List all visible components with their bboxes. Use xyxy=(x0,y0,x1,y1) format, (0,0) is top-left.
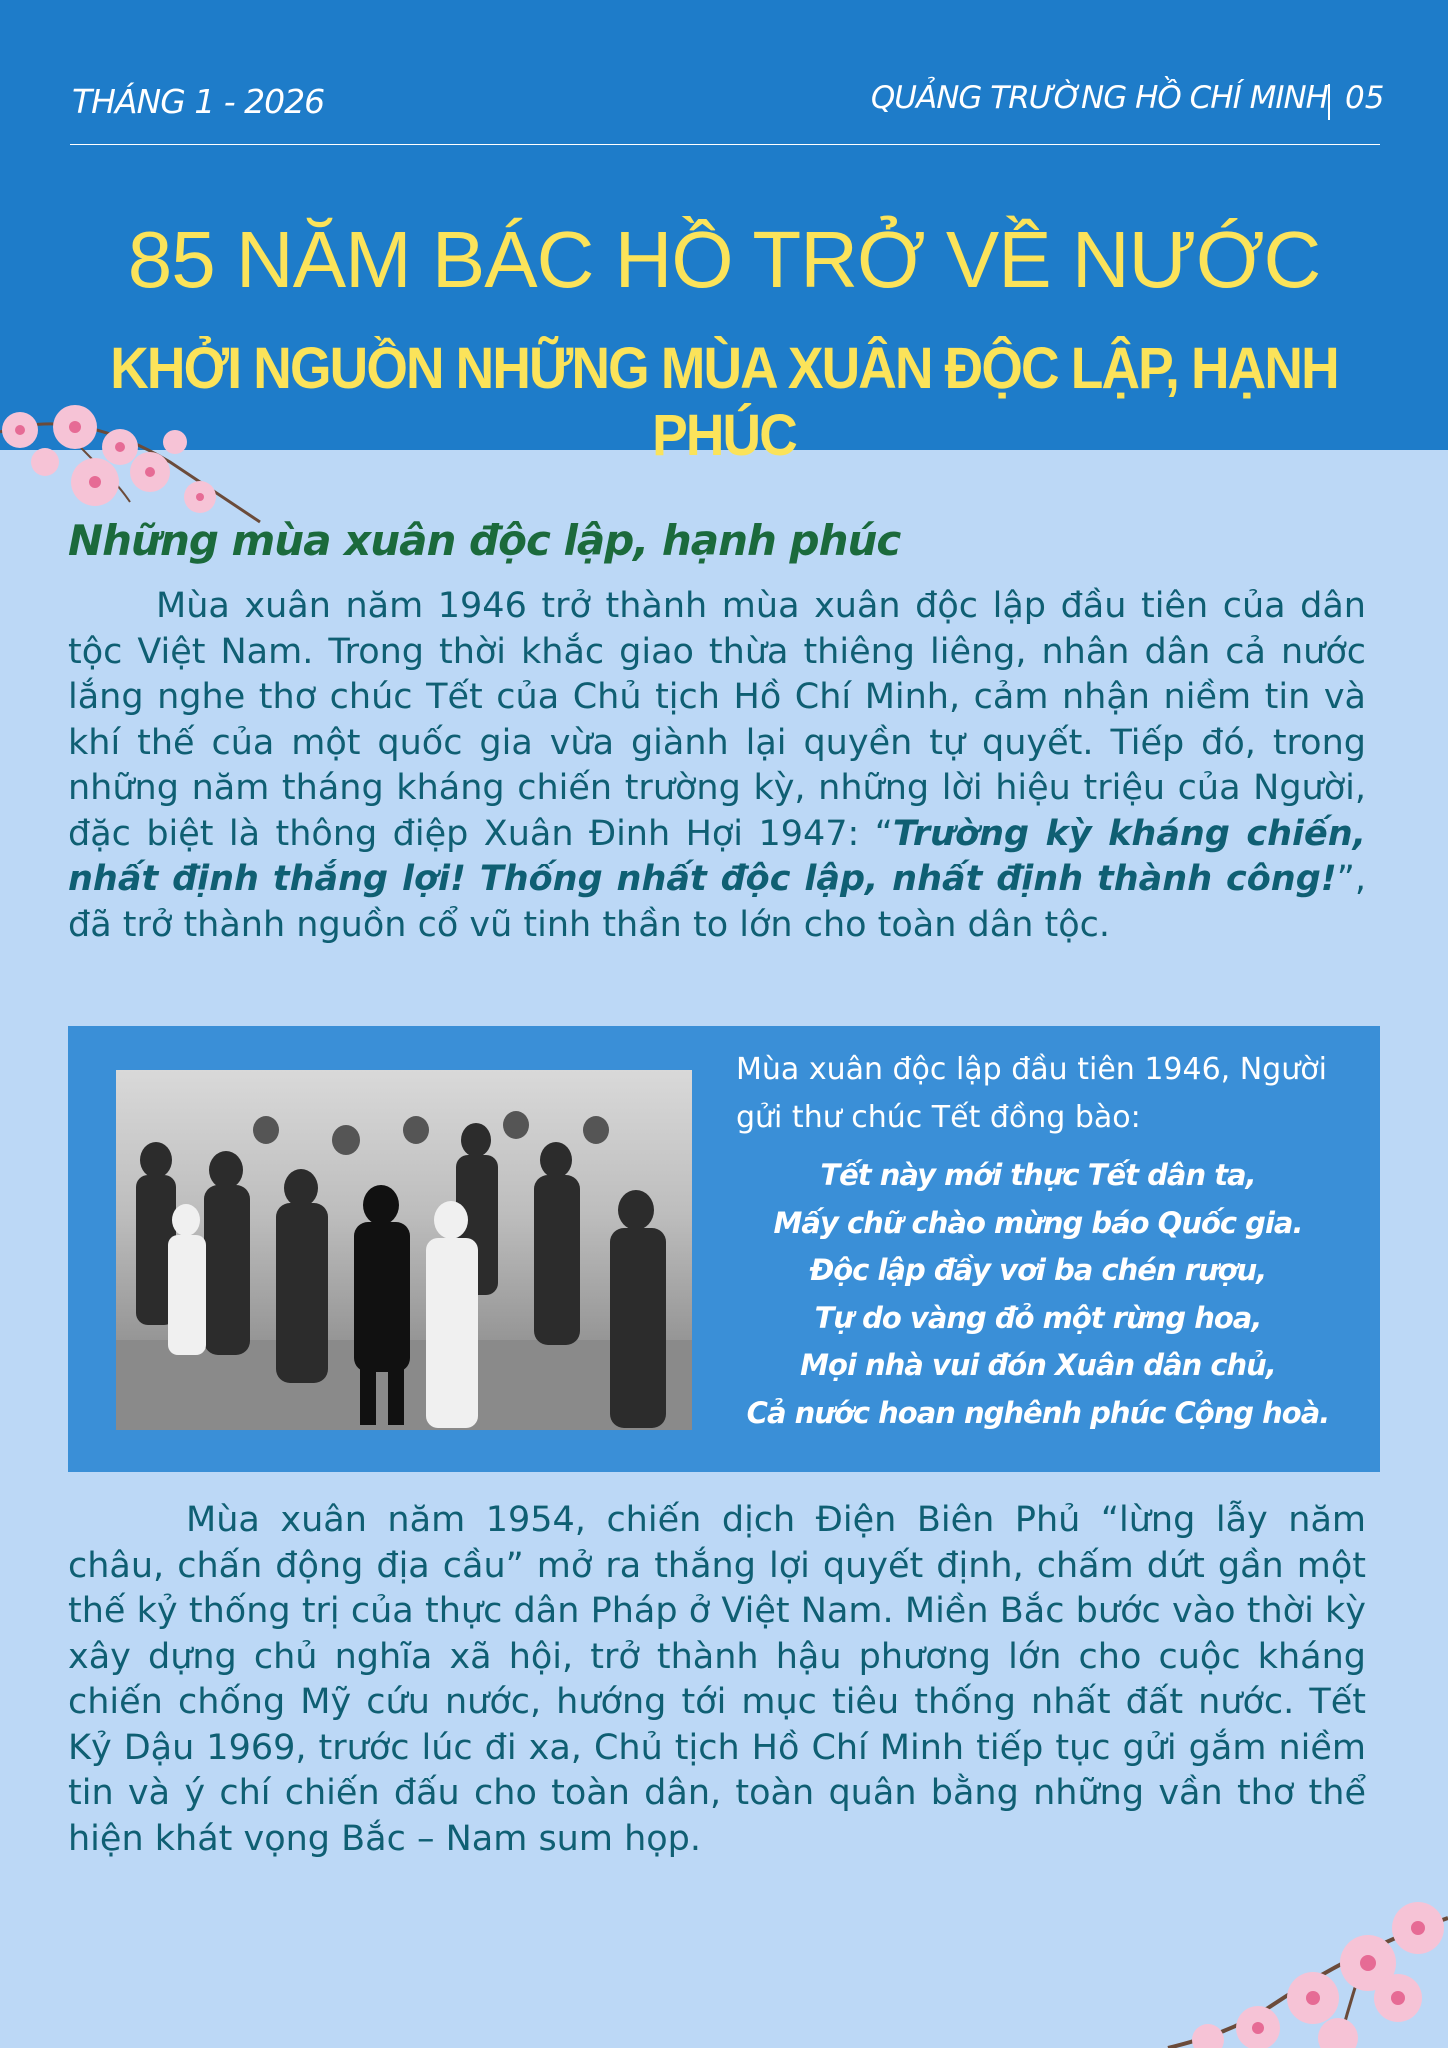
paragraph-text: ”, đã trở thành nguồn cổ vũ tinh thần to lớn cho toàn dân tộc. xyxy=(68,859,1366,945)
poem-line: Cả nước hoan nghênh phúc Cộng hoà. xyxy=(746,1395,1330,1430)
magazine-name: QUẢNG TRƯỜNG HỒ CHÍ MINH xyxy=(870,80,1328,116)
paragraph-text: Mùa xuân năm 1946 trở thành mùa xuân độc lập đầu tiên của dân tộc Việt Nam. Trong thời khắc giao thừa thiêng liêng, nhân dân cả nước lắng nghe thơ chúc Tết của Chủ tịch Hồ Chí Minh, cảm nhận niềm tin và khí thế của một quốc gia vừa giành lại quyền tự quyết. Tiếp đó, trong những năm tháng kháng chiến trường kỳ, những lời hiệu triệu của Người, đặc biệt là thông điệp Xuân Đinh Hợi 1947: “ xyxy=(68,586,1366,854)
photo-caption: Mùa xuân độc lập đầu tiên 1946, Người gửi thư chúc Tết đồng bào: xyxy=(736,1052,1327,1135)
poem-line: Mọi nhà vui đón Xuân dân chủ, xyxy=(800,1348,1276,1382)
poem xyxy=(708,1152,1368,1437)
header-divider xyxy=(1328,84,1330,120)
issue-date: THÁNG 1 - 2026 xyxy=(72,82,325,121)
body-paragraph-1 xyxy=(68,584,1366,948)
header-rule xyxy=(70,144,1380,145)
page-number: 05 xyxy=(1345,80,1385,116)
feature-box xyxy=(68,1026,1380,1472)
poem-line: Mấy chữ chào mừng báo Quốc gia. xyxy=(773,1205,1303,1240)
sub-title: KHỞI NGUỒN NHỮNG MÙA XUÂN ĐỘC LẬP, HẠNH PHÚC xyxy=(110,336,1338,468)
historical-photo xyxy=(116,1070,692,1430)
main-title: 85 NĂM BÁC HỒ TRỞ VỀ NƯỚC xyxy=(127,215,1321,304)
section-heading: Những mùa xuân độc lập, hạnh phúc xyxy=(68,516,901,565)
poem-line: Tự do vàng đỏ một rừng hoa, xyxy=(814,1300,1262,1335)
body-paragraph-2: Mùa xuân năm 1954, chiến dịch Điện Biên Phủ “lừng lẫy năm châu, chấn động địa cầu” mở ra thắng lợi quyết định, chấm dứt gần một thế kỷ thống trị của thực dân Pháp ở Việt Nam. Miền Bắc bước vào thời kỳ xây dựng chủ nghĩa xã hội, trở thành hậu phương lớn cho cuộc kháng chiến chống Mỹ cứu nước, hướng tới mục tiêu thống nhất đất nước. Tết Kỷ Dậu 1969, trước lúc đi xa, Chủ tịch Hồ Chí Minh tiếp tục gửi gắm niềm tin và ý chí chiến đấu cho toàn dân, toàn quân bằng những vần thơ thể hiện khát vọng Bắc – Nam sum họp. xyxy=(68,1500,1366,1859)
poem-line: Tết này mới thực Tết dân ta, xyxy=(820,1158,1256,1192)
cherry-blossom-decoration xyxy=(1068,1858,1448,2048)
photo-illustration xyxy=(116,1070,692,1430)
poem-line: Độc lập đầy vơi ba chén rượu, xyxy=(809,1253,1267,1287)
highlighted-quote: Trường kỳ kháng chiến, nhất định thắng lợi! Thống nhất độc lập, nhất định thành công! xyxy=(68,813,1366,899)
